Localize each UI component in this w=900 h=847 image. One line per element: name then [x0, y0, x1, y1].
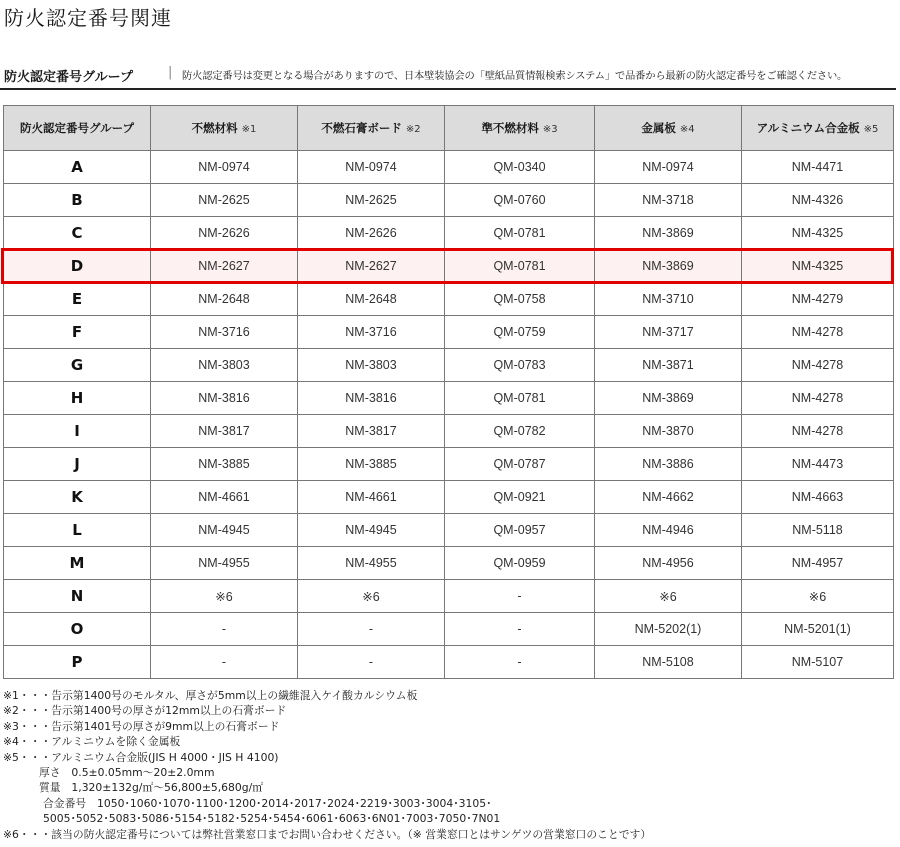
cert-number-cell: NM-3870: [595, 415, 742, 448]
cert-number-cell: NM-0974: [298, 151, 445, 184]
cert-number-cell: QM-0781: [445, 217, 595, 250]
section-header: [0, 62, 896, 90]
group-cell: P: [4, 646, 151, 679]
column-header: [151, 106, 298, 151]
cert-number-cell: NM-4278: [742, 316, 894, 349]
table-row: [4, 283, 894, 316]
cert-number-cell: NM-5118: [742, 514, 894, 547]
footnote: ※4・・・アルミニウムを除く金属板: [3, 735, 181, 749]
cert-number-cell: ※6: [742, 580, 894, 613]
table-row: [4, 646, 894, 679]
cert-number-cell: ※6: [595, 580, 742, 613]
cert-number-cell: NM-5108: [595, 646, 742, 679]
cert-number-cell: NM-2626: [151, 217, 298, 250]
cert-number-cell: -: [151, 613, 298, 646]
column-title: 防火認定番号グループ: [19, 121, 135, 135]
group-cell: B: [4, 184, 151, 217]
cert-number-cell: -: [445, 580, 595, 613]
table-header-row: [4, 106, 894, 151]
cert-number-cell: NM-0974: [595, 151, 742, 184]
cert-number-cell: NM-5201(1): [742, 613, 894, 646]
table-row: [4, 580, 894, 613]
cert-number-cell: -: [298, 646, 445, 679]
footnote-mark: ※2: [405, 124, 421, 135]
group-cell: O: [4, 613, 151, 646]
cert-number-cell: NM-3886: [595, 448, 742, 481]
cert-number-cell: NM-4946: [595, 514, 742, 547]
cert-number-cell: NM-4957: [742, 547, 894, 580]
footnote-detail: 5005･5052･5083･5086･5154･5182･5254･5454･6061･6063･6N01･7003･7050･7N01: [43, 812, 501, 826]
cert-number-cell: QM-0921: [445, 481, 595, 514]
table-body: [4, 151, 894, 679]
table-row: [4, 250, 894, 283]
table-row: [4, 184, 894, 217]
cert-number-cell: NM-4471: [742, 151, 894, 184]
group-cell: I: [4, 415, 151, 448]
cert-number-cell: NM-3716: [298, 316, 445, 349]
table-row: [4, 514, 894, 547]
cert-number-cell: QM-0340: [445, 151, 595, 184]
cert-number-cell: NM-3817: [298, 415, 445, 448]
cert-number-cell: QM-0758: [445, 283, 595, 316]
cert-number-cell: QM-0959: [445, 547, 595, 580]
cert-number-cell: -: [151, 646, 298, 679]
cert-number-cell: NM-3717: [595, 316, 742, 349]
table-row: [4, 448, 894, 481]
cert-number-cell: QM-0781: [445, 250, 595, 283]
cert-number-cell: NM-0974: [151, 151, 298, 184]
cert-number-cell: NM-2627: [298, 250, 445, 283]
column-header: [742, 106, 894, 151]
table-row: [4, 481, 894, 514]
cert-number-cell: NM-5107: [742, 646, 894, 679]
cert-number-cell: NM-3716: [151, 316, 298, 349]
column-header: [445, 106, 595, 151]
footnote-mark: ※1: [241, 124, 257, 135]
cert-number-cell: NM-5202(1): [595, 613, 742, 646]
footnote: ※5・・・アルミニウム合金版(JIS H 4000・JIS H 4100): [3, 750, 279, 764]
cert-number-cell: NM-2627: [151, 250, 298, 283]
column-header: [298, 106, 445, 151]
cert-number-cell: NM-2625: [151, 184, 298, 217]
section-title: 防火認定番号グループ: [4, 70, 133, 85]
footnote: ※1・・・告示第1400号のモルタル、厚さが5mm以上の繊維混入ケイ酸カルシウム板: [3, 689, 418, 702]
table-row: [4, 217, 894, 250]
footnote: ※2・・・告示第1400号の厚さが12mm以上の石膏ボード: [3, 704, 287, 718]
cert-number-cell: NM-3885: [298, 448, 445, 481]
column-header: [595, 106, 742, 151]
cert-number-cell: NM-4278: [742, 382, 894, 415]
page-title: 防火認定番号関連: [4, 6, 172, 30]
cert-number-cell: NM-3803: [298, 349, 445, 382]
cert-number-cell: NM-4661: [151, 481, 298, 514]
cert-number-cell: NM-3869: [595, 217, 742, 250]
footnote-detail: 質量 1,320±132g/㎡〜56,800±5,680g/㎡: [39, 781, 264, 795]
cert-number-cell: NM-4473: [742, 448, 894, 481]
cert-number-cell: NM-4326: [742, 184, 894, 217]
group-cell: D: [4, 250, 151, 283]
cert-number-cell: NM-4325: [742, 217, 894, 250]
cert-number-cell: NM-3869: [595, 250, 742, 283]
footnote: ※6・・・該当の防火認定番号については弊社営業窓口までお問い合わせください。（※ 営業窓口とはサンゲツの営業窓口のことです）: [3, 827, 652, 841]
table-row: [4, 613, 894, 646]
cert-number-cell: -: [445, 613, 595, 646]
cert-number-cell: NM-4278: [742, 349, 894, 382]
column-header: [4, 106, 151, 151]
footnotes: [3, 688, 651, 842]
section-note: 防火認定番号は変更となる場合がありますので、日本壁装協会の「壁紙品質情報検索システム」で品番から最新の防火認定番号をご確認ください。: [182, 70, 848, 82]
group-cell: L: [4, 514, 151, 547]
cert-number-cell: QM-0783: [445, 349, 595, 382]
cert-number-cell: NM-4662: [595, 481, 742, 514]
cert-number-cell: NM-4945: [151, 514, 298, 547]
cert-number-cell: ※6: [298, 580, 445, 613]
footnote-mark: ※5: [863, 124, 879, 135]
cert-number-cell: NM-3718: [595, 184, 742, 217]
group-cell: J: [4, 448, 151, 481]
group-cell: G: [4, 349, 151, 382]
cert-number-cell: NM-4945: [298, 514, 445, 547]
cert-number-cell: NM-4325: [742, 250, 894, 283]
cert-number-cell: NM-4956: [595, 547, 742, 580]
table-row: [4, 547, 894, 580]
cert-number-cell: QM-0782: [445, 415, 595, 448]
cert-number-cell: NM-2648: [298, 283, 445, 316]
cert-number-cell: ※6: [151, 580, 298, 613]
cert-number-cell: NM-3885: [151, 448, 298, 481]
cert-number-cell: NM-4955: [151, 547, 298, 580]
cert-number-cell: NM-3816: [298, 382, 445, 415]
group-cell: H: [4, 382, 151, 415]
cert-number-cell: NM-3816: [151, 382, 298, 415]
fire-cert-table: [3, 105, 894, 679]
table-row: [4, 349, 894, 382]
cert-number-cell: NM-4663: [742, 481, 894, 514]
cert-number-cell: QM-0787: [445, 448, 595, 481]
table-row: [4, 316, 894, 349]
cert-number-cell: QM-0759: [445, 316, 595, 349]
footnote-mark: ※3: [542, 124, 558, 135]
footnote-detail: 合金番号 1050･1060･1070･1100･1200･2014･2017･2024･2219･3003･3004･3105･: [43, 796, 492, 810]
footnote-detail: 厚さ 0.5±0.05mm〜20±2.0mm: [39, 766, 215, 780]
cert-number-cell: QM-0781: [445, 382, 595, 415]
column-title: アルミニウム合金板: [756, 121, 860, 135]
cert-number-cell: NM-4279: [742, 283, 894, 316]
cert-number-cell: NM-4955: [298, 547, 445, 580]
group-cell: C: [4, 217, 151, 250]
cert-number-cell: -: [445, 646, 595, 679]
table-row: [4, 382, 894, 415]
cert-number-cell: NM-3817: [151, 415, 298, 448]
group-cell: M: [4, 547, 151, 580]
cert-number-cell: QM-0957: [445, 514, 595, 547]
column-title: 金属板: [641, 121, 676, 135]
footnote: ※3・・・告示第1401号の厚さが9mm以上の石膏ボード: [3, 719, 280, 733]
group-cell: K: [4, 481, 151, 514]
cert-number-cell: NM-2625: [298, 184, 445, 217]
cert-number-cell: QM-0760: [445, 184, 595, 217]
cert-number-cell: NM-2648: [151, 283, 298, 316]
cert-number-cell: NM-2626: [298, 217, 445, 250]
group-cell: F: [4, 316, 151, 349]
cert-number-cell: NM-4278: [742, 415, 894, 448]
cert-number-cell: NM-3803: [151, 349, 298, 382]
group-cell: A: [4, 151, 151, 184]
cert-number-cell: NM-3869: [595, 382, 742, 415]
cert-number-cell: NM-3710: [595, 283, 742, 316]
group-cell: E: [4, 283, 151, 316]
group-cell: N: [4, 580, 151, 613]
cert-number-cell: NM-3871: [595, 349, 742, 382]
cert-number-cell: -: [298, 613, 445, 646]
column-title: 準不燃材料: [481, 121, 539, 135]
column-title: 不燃石膏ボード: [321, 121, 402, 135]
table-row: [4, 415, 894, 448]
column-title: 不燃材料: [191, 121, 238, 135]
table-row: [4, 151, 894, 184]
cert-number-cell: NM-4661: [298, 481, 445, 514]
divider: |: [168, 65, 173, 80]
footnote-mark: ※4: [679, 124, 695, 135]
